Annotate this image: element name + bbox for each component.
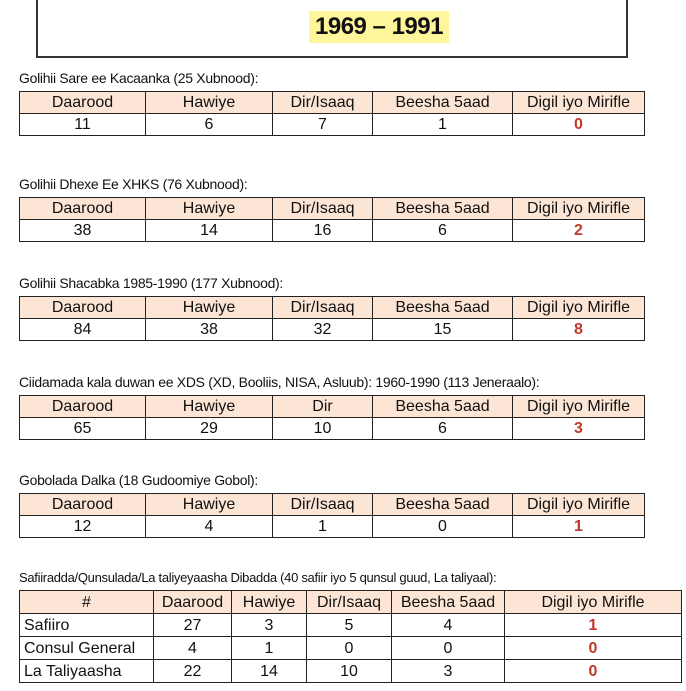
section-caption: Golihii Shacabka 1985-1990 (177 Xubnood): <box>19 275 284 291</box>
table-cell: 1 <box>273 516 373 538</box>
section-caption: Golihii Dhexe Ee XHKS (76 Xubnood): <box>19 176 248 192</box>
column-header: Digil iyo Mirifle <box>513 198 645 220</box>
column-header: Digil iyo Mirifle <box>505 591 682 614</box>
column-header: Hawiye <box>146 494 273 516</box>
table-cell: 0 <box>505 660 682 683</box>
column-header: Digil iyo Mirifle <box>513 494 645 516</box>
column-header: Daarood <box>20 198 146 220</box>
table-cell: 32 <box>273 319 373 341</box>
table-cell: 38 <box>20 220 146 242</box>
column-header: Digil iyo Mirifle <box>513 396 645 418</box>
table-cell: 0 <box>392 637 505 660</box>
clan-table <box>19 91 645 136</box>
title-banner <box>36 0 628 58</box>
table-cell: 15 <box>373 319 513 341</box>
row-label: La Taliyaasha <box>20 660 154 683</box>
table-cell: 0 <box>373 516 513 538</box>
clan-table <box>19 395 645 440</box>
column-header: Digil iyo Mirifle <box>513 297 645 319</box>
clan-table <box>19 197 645 242</box>
table-cell: 12 <box>20 516 146 538</box>
table-cell: 3 <box>392 660 505 683</box>
table-cell: 6 <box>373 220 513 242</box>
table-cell: 4 <box>154 637 232 660</box>
row-label: Consul General <box>20 637 154 660</box>
column-header: Daarood <box>20 494 146 516</box>
table-cell: 14 <box>146 220 273 242</box>
table-cell: 0 <box>307 637 392 660</box>
column-header: Hawiye <box>232 591 307 614</box>
table-cell: 5 <box>307 614 392 637</box>
table-cell: 38 <box>146 319 273 341</box>
table-cell: 22 <box>154 660 232 683</box>
column-header: Daarood <box>20 297 146 319</box>
section-caption: Gobolada Dalka (18 Gudoomiye Gobol): <box>19 472 259 488</box>
section-caption: Golihii Sare ee Kacaanka (25 Xubnood): <box>19 70 259 86</box>
column-header: Daarood <box>20 396 146 418</box>
table-cell: 14 <box>232 660 307 683</box>
table-cell: 29 <box>146 418 273 440</box>
table-cell: 84 <box>20 319 146 341</box>
years-highlight: 1969 – 1991 <box>309 11 449 43</box>
table-cell: 16 <box>273 220 373 242</box>
table-cell: 6 <box>146 114 273 136</box>
column-header: Dir/Isaaq <box>307 591 392 614</box>
section-caption: Safiiradda/Qunsulada/La taliyeyaasha Dibadda (40 safiir iyo 5 qunsul guud, La taliyaal): <box>19 570 497 585</box>
column-header: Beesha 5aad <box>373 396 513 418</box>
column-header: Beesha 5aad <box>392 591 505 614</box>
column-header: Hawiye <box>146 297 273 319</box>
column-header: Beesha 5aad <box>373 92 513 114</box>
table-row <box>20 637 682 660</box>
table-cell: 11 <box>20 114 146 136</box>
column-header: Beesha 5aad <box>373 198 513 220</box>
table-cell: 6 <box>373 418 513 440</box>
table-cell: 3 <box>513 418 645 440</box>
table-row <box>20 614 682 637</box>
table-cell: 1 <box>505 614 682 637</box>
table-cell: 2 <box>513 220 645 242</box>
table-cell: 0 <box>505 637 682 660</box>
row-label: Safiiro <box>20 614 154 637</box>
table-cell: 10 <box>273 418 373 440</box>
column-header: Dir/Isaaq <box>273 92 373 114</box>
table-cell: 1 <box>513 516 645 538</box>
clan-table <box>19 493 645 538</box>
table-cell: 4 <box>392 614 505 637</box>
clan-table <box>19 296 645 341</box>
table-cell: 8 <box>513 319 645 341</box>
table-cell: 1 <box>373 114 513 136</box>
column-header: Dir/Isaaq <box>273 198 373 220</box>
table-cell: 0 <box>513 114 645 136</box>
table-row <box>20 660 682 683</box>
column-header: Digil iyo Mirifle <box>513 92 645 114</box>
column-header: Dir/Isaaq <box>273 297 373 319</box>
table-cell: 10 <box>307 660 392 683</box>
table-cell: 27 <box>154 614 232 637</box>
column-header: Hawiye <box>146 396 273 418</box>
column-header: Hawiye <box>146 92 273 114</box>
table-cell: 65 <box>20 418 146 440</box>
column-header: # <box>20 591 154 614</box>
column-header: Hawiye <box>146 198 273 220</box>
column-header: Daarood <box>20 92 146 114</box>
table-cell: 7 <box>273 114 373 136</box>
column-header: Dir <box>273 396 373 418</box>
column-header: Beesha 5aad <box>373 494 513 516</box>
table-cell: 1 <box>232 637 307 660</box>
diplomacy-table <box>19 590 682 683</box>
section-caption: Ciidamada kala duwan ee XDS (XD, Booliis, NISA, Asluub): 1960-1990 (113 Jeneraalo): <box>19 374 540 390</box>
column-header: Beesha 5aad <box>373 297 513 319</box>
table-cell: 4 <box>146 516 273 538</box>
column-header: Dir/Isaaq <box>273 494 373 516</box>
table-cell: 3 <box>232 614 307 637</box>
column-header: Daarood <box>154 591 232 614</box>
